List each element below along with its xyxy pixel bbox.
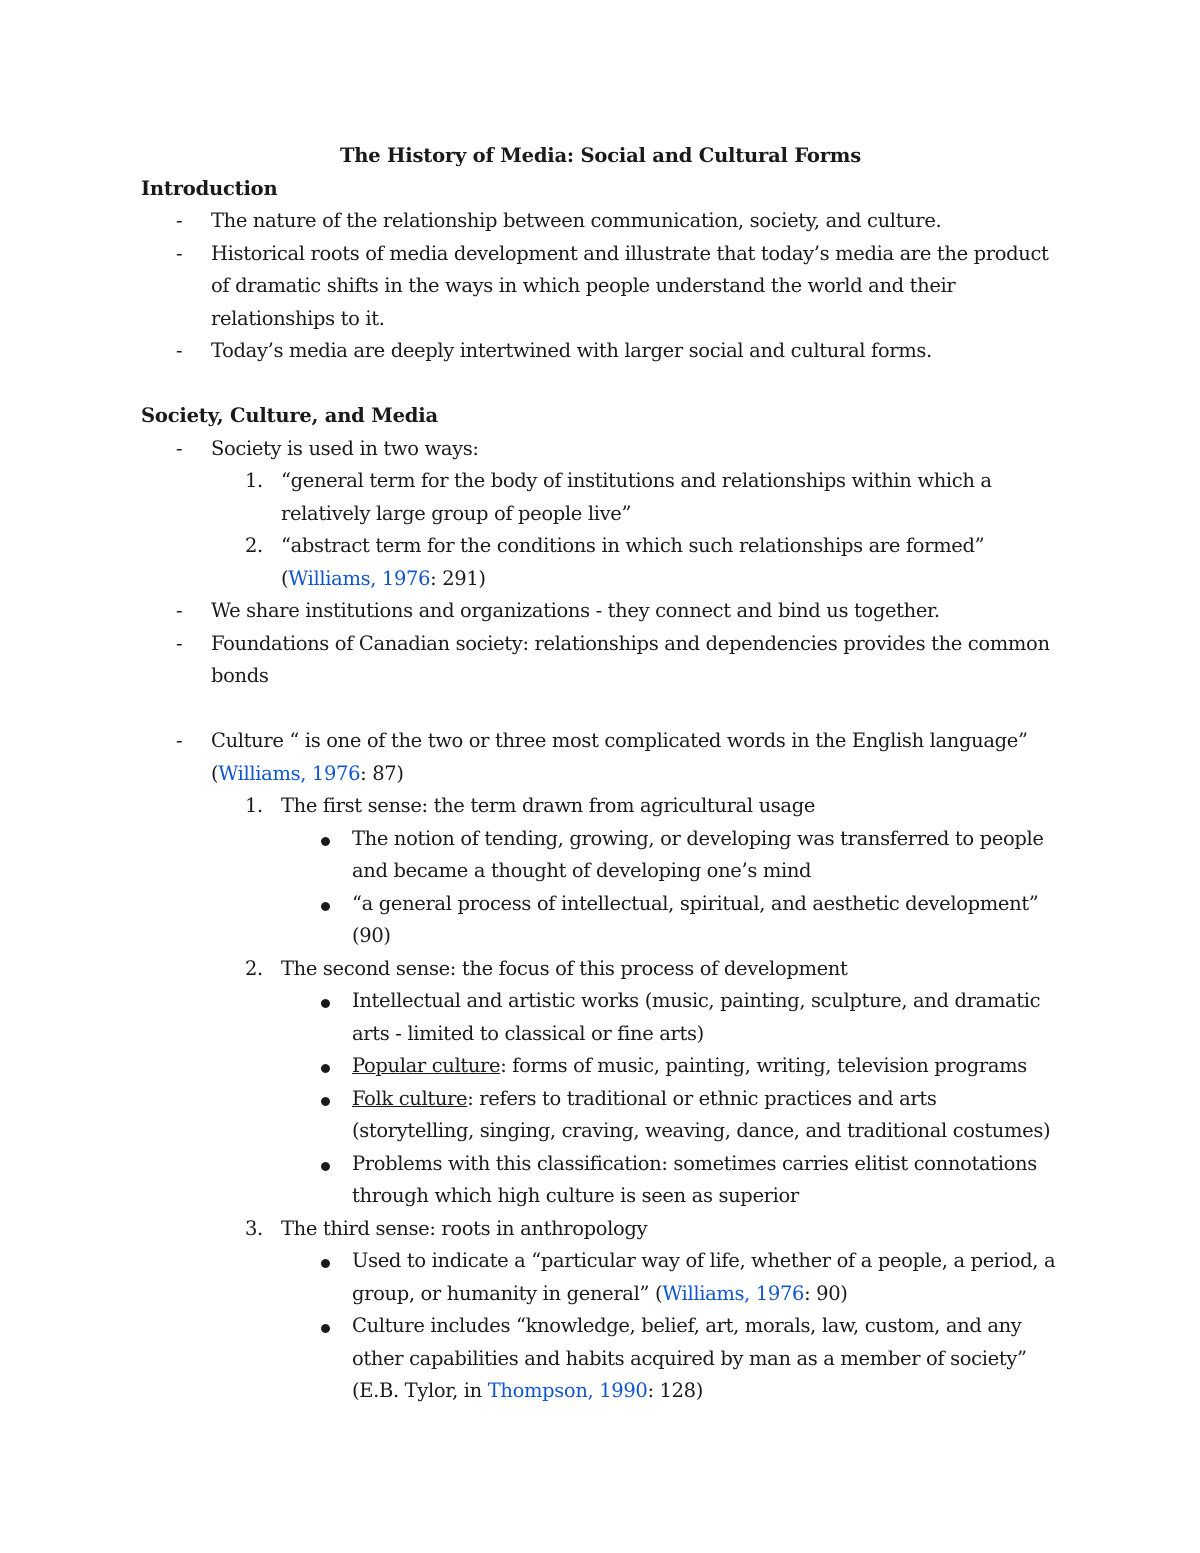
citation-page: : 128)	[647, 1379, 703, 1402]
bullet-marker	[321, 1162, 330, 1171]
bullet-item-text: Problems with this classification: sometimes carries elitist connotations through which high culture is seen as superior	[352, 1151, 1037, 1207]
list-item	[141, 205, 1060, 238]
bullet-item	[141, 823, 1060, 888]
list-item-text: We share institutions and organizations - they connect and bind us together.	[211, 599, 940, 622]
citation-page: : 291)	[430, 566, 486, 590]
citation-page: : 90)	[804, 1281, 848, 1305]
number-marker: 3.	[245, 1216, 263, 1240]
bullet-item-text: Used to indicate a “particular way of life, whether of a people, a period, a group, or humanity in general” (	[352, 1249, 1056, 1305]
citation-open: (	[281, 566, 289, 590]
number-marker: 1.	[245, 469, 263, 492]
citation-page: : 87)	[360, 761, 404, 785]
heading-society-culture-media: Society, Culture, and Media	[141, 404, 438, 427]
dash-marker: -	[176, 631, 183, 655]
numbered-item-text: The second sense: the focus of this process of development	[281, 956, 848, 980]
term-folk-culture: Folk culture	[352, 1086, 468, 1110]
list-item	[141, 725, 1060, 790]
citation-link[interactable]: Williams, 1976	[662, 1281, 805, 1305]
list-item-text: Foundations of Canadian society: relationships and dependencies provides the common bonds	[211, 631, 1050, 687]
bullet-item	[141, 1245, 1060, 1310]
bullet-item-text: : refers to traditional or ethnic practices and arts (storytelling, singing, craving, weaving, dance, and traditional costumes)	[352, 1086, 1051, 1142]
bullet-item-text: : forms of music, painting, writing, television programs	[500, 1054, 1027, 1077]
list-item-text: Society is used in two ways:	[211, 436, 479, 460]
numbered-item	[141, 953, 1060, 986]
citation-link[interactable]: Williams, 1976	[218, 761, 361, 785]
number-marker: 2.	[245, 534, 263, 557]
dash-marker: -	[176, 436, 183, 460]
dash-marker: -	[176, 209, 183, 232]
number-marker: 1.	[245, 794, 263, 817]
bullet-item	[141, 1310, 1060, 1408]
bullet-item-text: Culture includes “knowledge, belief, art, morals, law, custom, and any other capabilities and habits acquired by man as a member of society” (E.B. Tylor, in	[352, 1314, 1027, 1402]
bullet-marker	[321, 837, 330, 846]
bullet-item	[141, 1083, 1060, 1148]
bullet-item	[141, 888, 1060, 953]
document-title: The History of Media: Social and Cultural Forms	[339, 144, 862, 167]
numbered-item	[141, 530, 1060, 595]
list-item	[141, 595, 1060, 628]
list-item	[141, 335, 1060, 368]
list-item-text: Today’s media are deeply intertwined with larger social and cultural forms.	[211, 339, 932, 362]
bullet-marker	[321, 1259, 330, 1268]
numbered-item-text: The first sense: the term drawn from agricultural usage	[281, 794, 816, 817]
numbered-item-text: “abstract term for the conditions in which such relationships are formed”	[281, 534, 985, 557]
citation-open: (	[211, 761, 219, 785]
numbered-item-text: “general term for the body of institutions and relationships within which a relatively large group of people live”	[281, 469, 992, 525]
dash-marker: -	[176, 241, 183, 265]
dash-marker: -	[176, 729, 183, 752]
bullet-item-text: The notion of tending, growing, or developing was transferred to people and became a thought of developing one’s mind	[352, 826, 1044, 882]
list-item-text: Historical roots of media development and illustrate that today’s media are the product of dramatic shifts in the ways in which people understand the world and their relationships to it.	[211, 241, 1049, 330]
dash-marker: -	[176, 339, 183, 362]
citation-link[interactable]: Williams, 1976	[288, 566, 431, 590]
citation-link[interactable]: Thompson, 1990	[487, 1379, 648, 1402]
bullet-item-text: “a general process of intellectual, spiritual, and aesthetic development” (90)	[352, 891, 1039, 947]
term-popular-culture: Popular culture	[352, 1054, 501, 1077]
numbered-item	[141, 1213, 1060, 1246]
bullet-marker	[321, 1324, 330, 1333]
list-item-text: Culture “ is one of the two or three most complicated words in the English language”	[211, 729, 1028, 752]
list-item	[141, 433, 1060, 466]
bullet-marker	[321, 1064, 330, 1073]
numbered-item	[141, 790, 1060, 823]
heading-introduction: Introduction	[141, 176, 278, 200]
bullet-item-text: Intellectual and artistic works (music, painting, sculpture, and dramatic arts - limited to classical or fine arts)	[352, 989, 1041, 1045]
number-marker: 2.	[245, 956, 263, 980]
bullet-marker	[321, 902, 330, 911]
dash-marker: -	[176, 599, 183, 622]
bullet-marker	[321, 999, 330, 1008]
bullet-item	[141, 985, 1060, 1050]
bullet-marker	[321, 1097, 330, 1106]
list-item	[141, 628, 1060, 693]
numbered-item	[141, 465, 1060, 530]
bullet-item	[141, 1050, 1060, 1083]
list-item-text: The nature of the relationship between communication, society, and culture.	[211, 209, 942, 232]
list-item	[141, 238, 1060, 336]
bullet-item	[141, 1148, 1060, 1213]
numbered-item-text: The third sense: roots in anthropology	[281, 1216, 648, 1240]
